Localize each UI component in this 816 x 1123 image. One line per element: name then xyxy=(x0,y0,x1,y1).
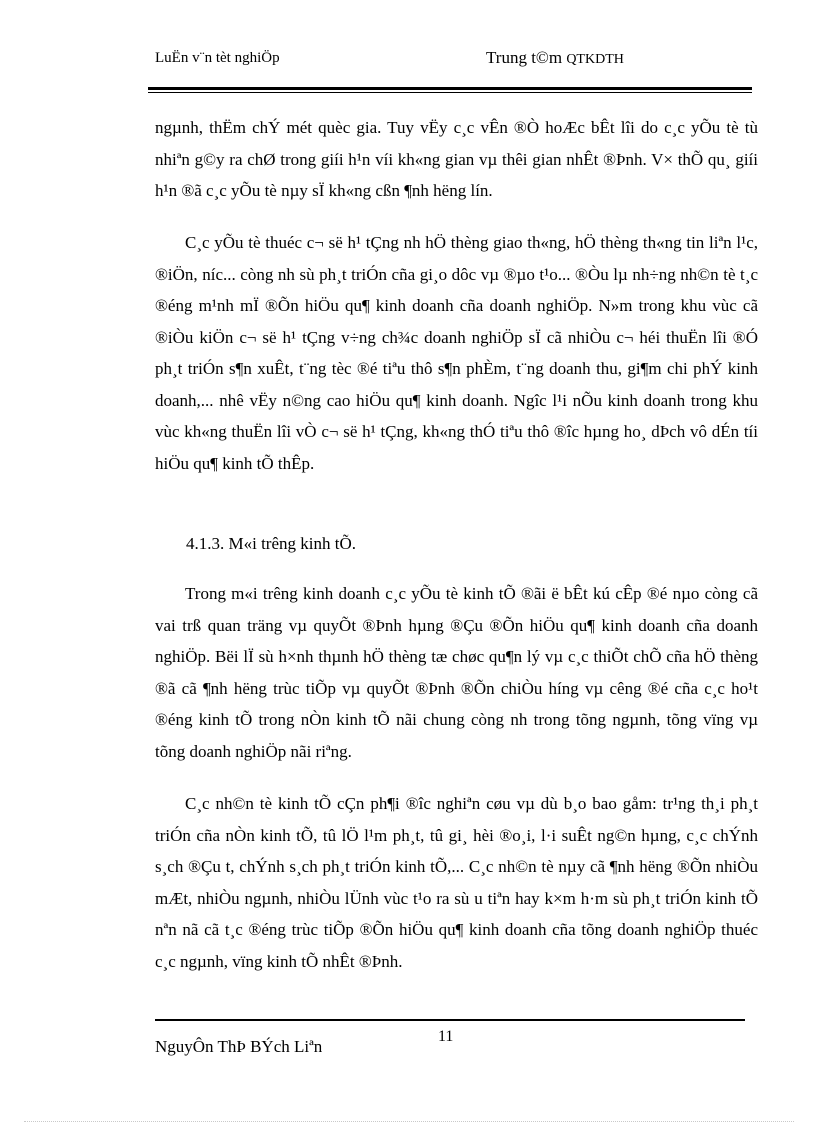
header-right xyxy=(486,48,624,68)
header-code: QTKDTH xyxy=(566,52,624,67)
section-heading: 4.1.3. M«i trêng kinh tÕ. xyxy=(186,534,356,553)
header-left: LuËn v¨n tèt nghiÖp xyxy=(155,50,280,66)
header-rule-thick xyxy=(148,87,752,90)
header-rule-thin xyxy=(148,92,752,93)
header-center-name: Trung t©m xyxy=(486,48,563,67)
author-name: NguyÔn ThÞ BÝch Liªn xyxy=(155,1037,323,1056)
paragraph-3: Trong m«i trêng kinh doanh c¸c yÕu tè kinh tÕ ®ãi ë bÊt kú cÊp ®é nµo còng cã vai trß quan träng vµ quyÕt ®Þnh hµng ®Çu ®Õn hiÖu qu¶ kinh doanh cña doanh nghiÖp. Bëi lÏ sù h×nh thµnh hÖ thèng tæ chøc qu¶n lý vµ c¸c thiÕt chÕ cña hÖ thèng ®ã cã ¶nh hëng trùc tiÕp vµ quyÕt ®Þnh ®Õn chiÒu híng vµ cêng ®é cña c¸c ho¹t ®éng kinh tÕ trong nÒn kinh tÕ nãi chung còng nh trong tõng ngµnh, tõng vïng vµ tõng doanh nghiÖp nãi riªng. xyxy=(155,584,758,761)
page-edge-dotted-line xyxy=(24,1121,794,1122)
paragraph-2: C¸c yÕu tè thuéc c¬ së h¹ tÇng nh hÖ thèng giao th«ng, hÖ thèng th«ng tin liªn l¹c, ®iÖn, níc... còng nh sù ph¸t triÓn cña gi¸o dôc vµ ®µo t¹o... ®Òu lµ nh÷ng nh©n tè t¸c ®éng m¹nh mÏ ®Õn hiÖu qu¶ kinh doanh cña doanh nghiÖp. N»m trong khu vùc cã ®iÒu kiÖn c¬ së h¹ tÇng v÷ng ch¾c doanh nghiÖp sÏ cã nhiÒu c¬ héi thuËn lîi ®Ó ph¸t triÓn s¶n xuÊt, t¨ng tèc ®é tiªu thô s¶n phÈm, t¨ng doanh thu, gi¶m chi phÝ kinh doanh,... nhê vËy n©ng cao hiÖu qu¶ kinh doanh. Ngîc l¹i nÕu kinh doanh trong khu vùc kh«ng thuËn lîi vÒ c¬ së h¹ tÇng, kh«ng thÓ tiªu thô ®îc hµng ho¸ dÞch vô dÉn tíi hiÖu qu¶ kinh tÕ thÊp. xyxy=(155,233,758,473)
paragraph-4: C¸c nh©n tè kinh tÕ cÇn ph¶i ®îc nghiªn cøu vµ dù b¸o bao gåm: tr¹ng th¸i ph¸t triÓn cña nÒn kinh tÕ, tû lÖ l¹m ph¸t, tû gi¸ hèi ®o¸i, l·i suÊt ng©n hµng, c¸c chÝnh s¸ch ®Çu t, chÝnh s¸ch ph¸t triÓn kinh tÕ,... C¸c nh©n tè nµy cã ¶nh hëng ®Õn nhiÒu mÆt, nhiÒu ngµnh, nhiÒu lÜnh vùc t¹o ra sù u tiªn hay k×m h·m sù ph¸t triÓn kinh tÕ nªn nã cã t¸c ®éng trùc tiÕp ®Õn hiÖu qu¶ kinh doanh cña tõng doanh nghiÖp thuéc c¸c ngµnh, vïng kinh tÕ nhÊt ®Þnh. xyxy=(155,794,758,971)
footer-rule xyxy=(155,1019,745,1021)
page-number: 11 xyxy=(438,1028,454,1045)
paragraph-1: ngµnh, thËm chÝ mét quèc gia. Tuy vËy c¸c vÊn ®Ò hoÆc bÊt lîi do c¸c yÕu tè tù nhiªn g©y ra chØ trong giíi h¹n víi kh«ng gian vµ thêi gian nhÊt ®Þnh. V× thÕ qu¸ giíi h¹n ®ã c¸c yÕu tè nµy sÏ kh«ng cßn ¶nh hëng lín. xyxy=(155,118,758,200)
